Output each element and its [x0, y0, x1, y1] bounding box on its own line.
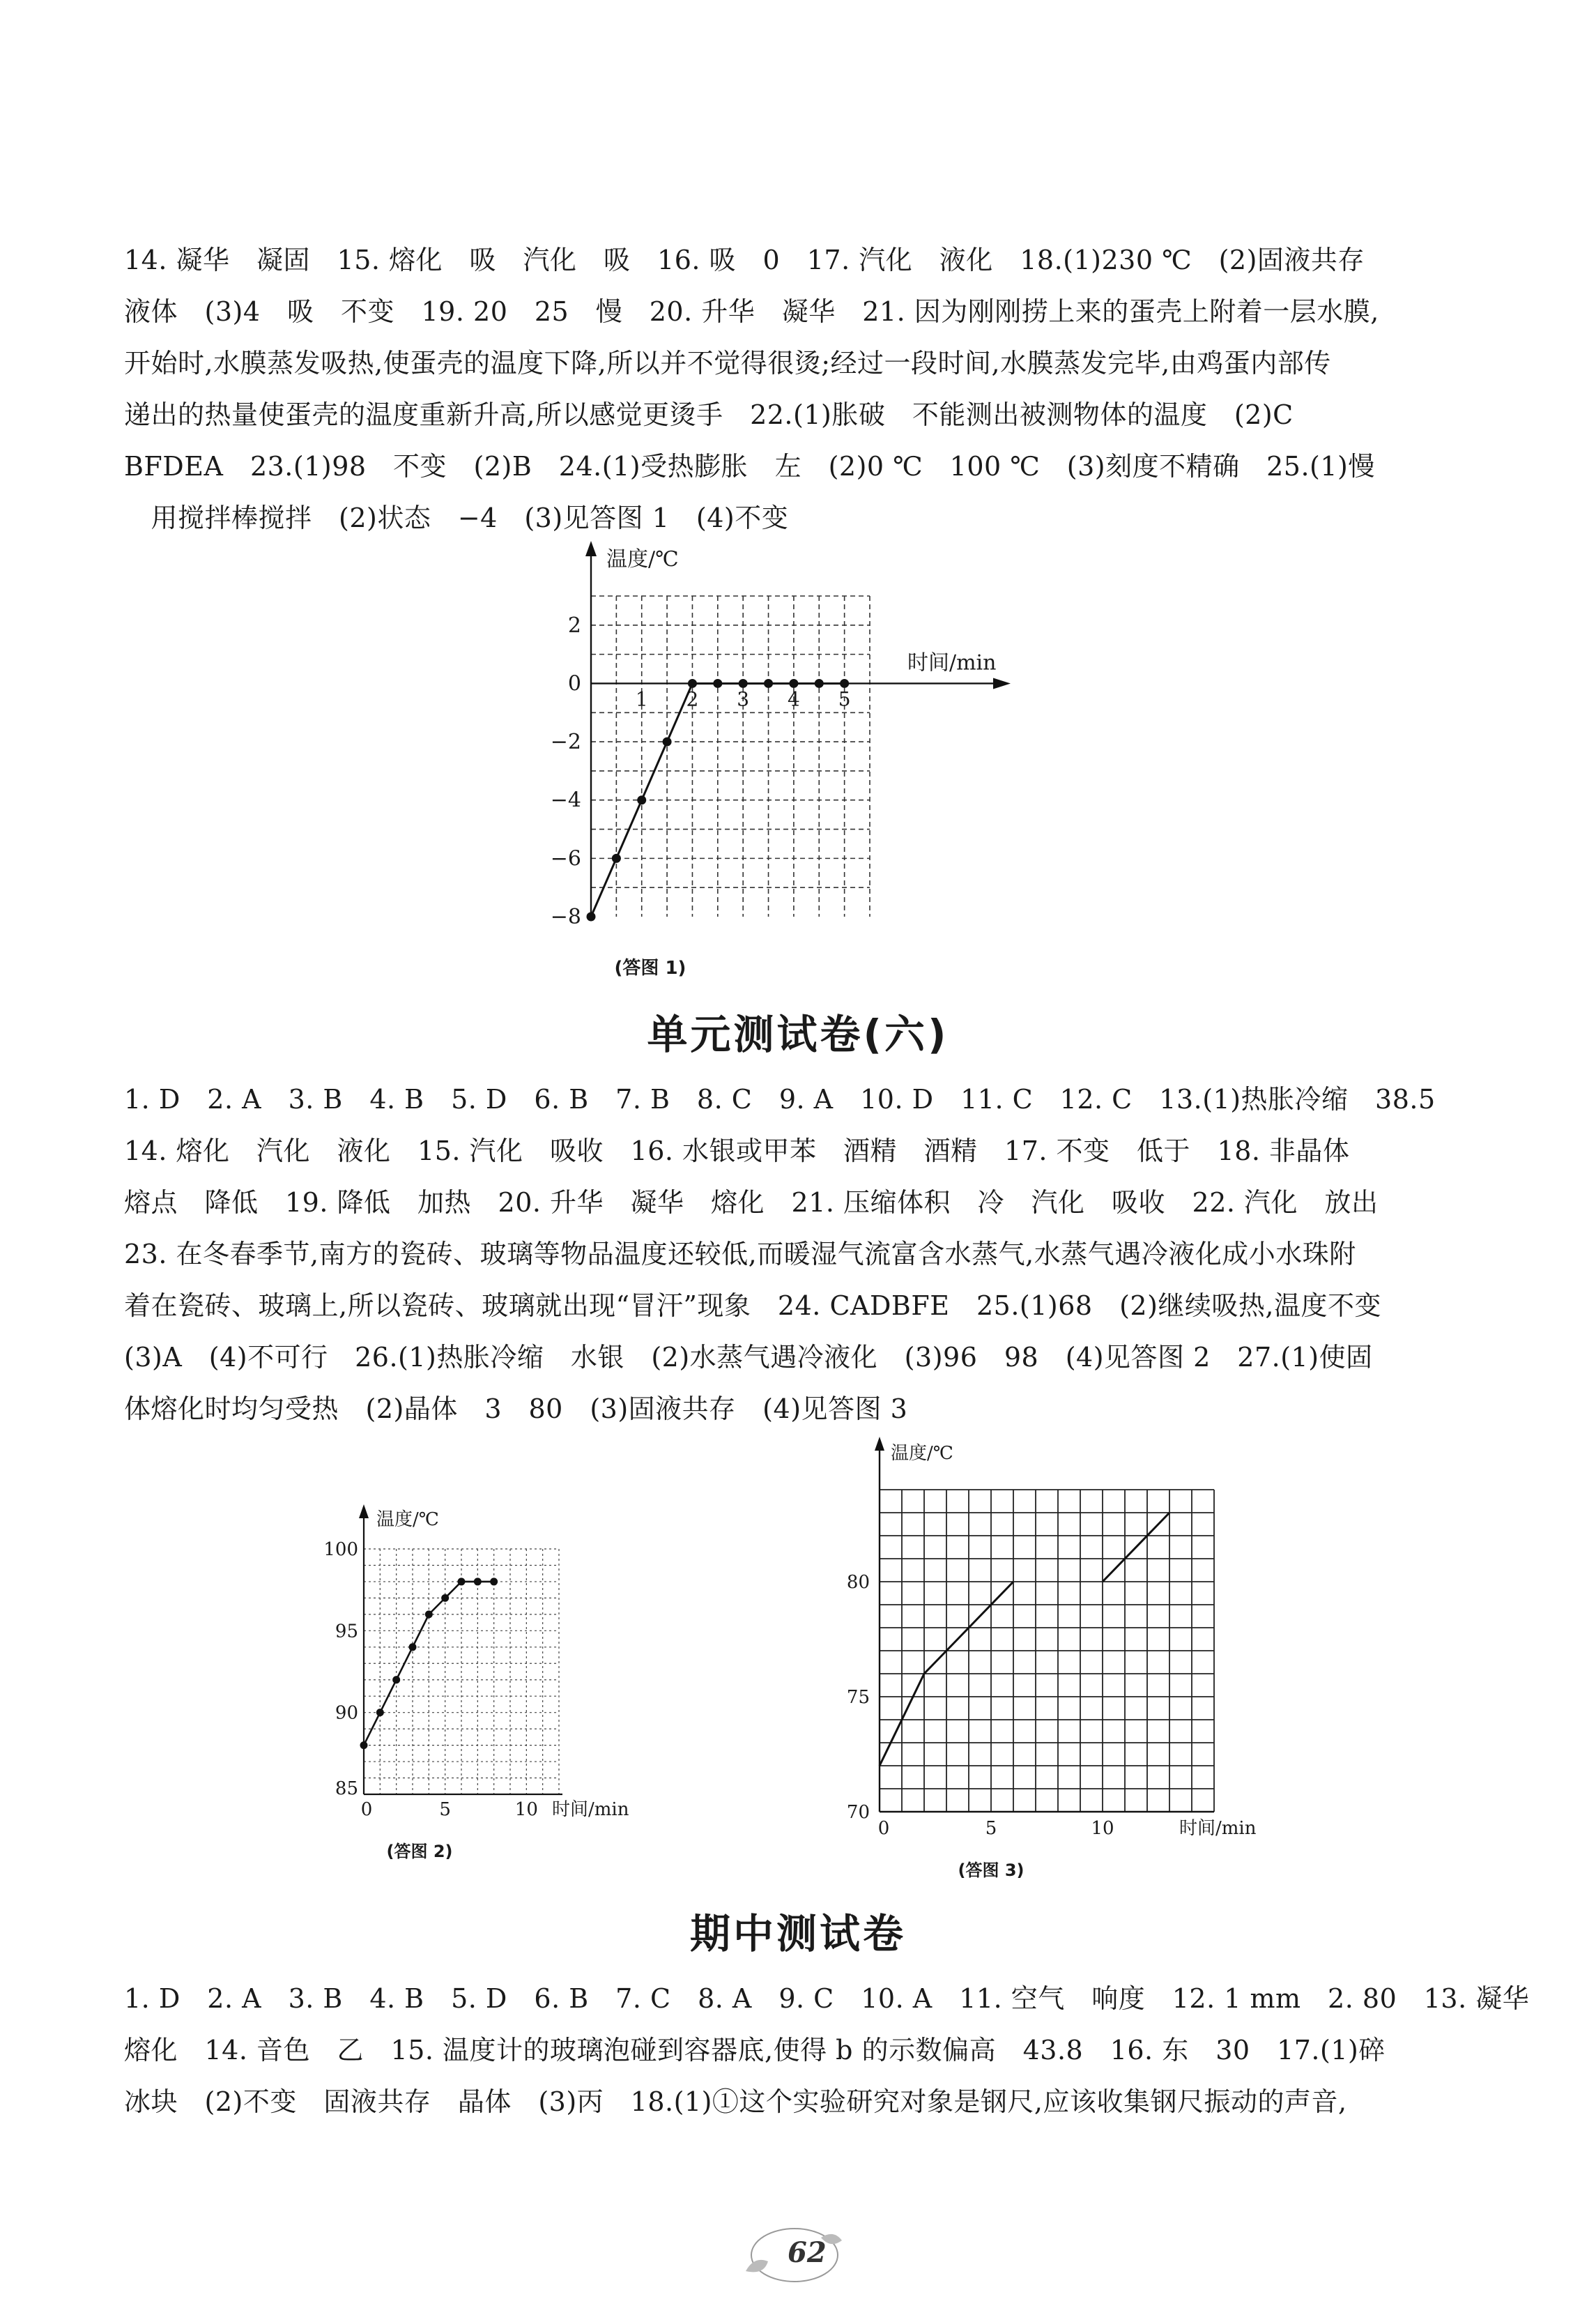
- data-point: [409, 1643, 417, 1651]
- text-line: 用搅拌棒搅拌 (2)状态 −4 (3)见答图 1 (4)不变: [124, 503, 789, 533]
- text-line: 开始时,水膜蒸发吸热,使蛋壳的温度下降,所以并不觉得很烫;经过一段时间,水膜蒸发完毕,由鸡蛋内部传: [124, 348, 1331, 379]
- text-line: 1. D 2. A 3. B 4. B 5. D 6. B 7. C 8. A 9. C 10. A 11. 空气 响度 12. 1 mm 2. 80 13. 凝华: [124, 1983, 1530, 2014]
- data-point: [713, 679, 722, 688]
- text-line: (3)A (4)不可行 26.(1)热胀冷缩 水银 (2)水蒸气遇冷液化 (3)96 98 (4)见答图 2 27.(1)使固: [124, 1342, 1373, 1373]
- text-line: 1. D 2. A 3. B 4. B 5. D 6. B 7. B 8. C 9. A 10. D 11. C 12. C 13.(1)热胀冷缩 38.5: [124, 1084, 1436, 1115]
- x-tick-label: 0: [877, 1818, 890, 1839]
- x-tick-label: 4: [787, 687, 800, 711]
- data-point: [789, 679, 798, 688]
- y-tick-label: 75: [846, 1687, 870, 1708]
- y-tick-label: −6: [550, 846, 581, 871]
- y-tick-label: −8: [550, 905, 581, 929]
- data-point: [815, 679, 824, 688]
- text-line: 递出的热量使蛋壳的温度重新升高,所以感觉更烫手 22.(1)胀破 不能测出被测物体的温度 (2)C: [124, 399, 1294, 430]
- data-point: [587, 912, 596, 922]
- text-line: 体熔化时均匀受热 (2)晶体 3 80 (3)固液共存 (4)见答图 3: [124, 1393, 908, 1424]
- y-axis-label: 温度/℃: [891, 1443, 953, 1464]
- y-tick-label: 85: [335, 1778, 358, 1799]
- x-tick-label: 5: [838, 687, 851, 711]
- data-point: [840, 679, 849, 688]
- figure-caption: (答图 2): [386, 1842, 453, 1861]
- x-tick-label: 2: [686, 687, 699, 711]
- text-line: 23. 在冬春季节,南方的瓷砖、玻璃等物品温度还较低,而暖湿气流富含水蒸气,水蒸气遇冷液化成小水珠附: [124, 1239, 1356, 1269]
- data-point: [441, 1594, 449, 1602]
- answer-block-midterm: [124, 1973, 1530, 2128]
- y-axis-arrow-icon: [359, 1504, 369, 1518]
- x-tick-label: 5: [985, 1818, 997, 1839]
- answer-block-unit6: [124, 1074, 1459, 1435]
- data-point: [425, 1610, 433, 1618]
- x-tick-label: 1: [635, 687, 648, 711]
- y-tick-label: −2: [550, 730, 581, 755]
- x-axis-label: 时间/min: [907, 650, 997, 675]
- x-axis-arrow-icon: [993, 678, 1011, 689]
- data-point: [360, 1741, 368, 1749]
- data-point: [392, 1676, 400, 1683]
- data-point: [764, 679, 773, 688]
- text-line: BFDEA 23.(1)98 不变 (2)B 24.(1)受热膨胀 左 (2)0 ℃ 100 ℃ (3)刻度不精确 25.(1)慢: [124, 451, 1375, 482]
- answer-figure-1-chart: [537, 537, 1038, 983]
- y-axis-arrow-icon: [875, 1437, 884, 1451]
- x-tick-label: 10: [514, 1799, 538, 1820]
- text-line: 冰块 (2)不变 固液共存 晶体 (3)丙 18.(1)①这个实验研究对象是钢尺,应该收集钢尺振动的声音,: [124, 2086, 1347, 2117]
- y-tick-label: 90: [335, 1702, 358, 1724]
- text-line: 液体 (3)4 吸 不变 19. 20 25 慢 20. 升华 凝华 21. 因为刚刚捞上来的蛋壳上附着一层水膜,: [124, 296, 1379, 327]
- data-point: [637, 795, 646, 804]
- section-heading-midterm: 期中测试卷: [689, 1910, 906, 1957]
- x-tick-label: 0: [360, 1799, 373, 1820]
- data-point: [490, 1578, 498, 1585]
- answer-block-unit5: [124, 234, 1459, 544]
- y-axis-arrow-icon: [585, 541, 597, 556]
- section-heading-unit-test-6: 单元测试卷(六): [647, 1011, 949, 1058]
- data-point: [739, 679, 748, 688]
- data-point: [376, 1709, 384, 1716]
- y-tick-label: 70: [846, 1802, 870, 1823]
- y-tick-label: 2: [567, 613, 581, 638]
- x-tick-label: 5: [439, 1799, 451, 1820]
- data-point: [688, 679, 697, 688]
- data-line: [1103, 1513, 1169, 1582]
- y-tick-label: 95: [335, 1621, 358, 1642]
- y-tick-label: −4: [550, 788, 581, 813]
- y-axis-label: 温度/℃: [376, 1509, 439, 1530]
- answer-figure-2-chart: [307, 1499, 669, 1868]
- text-line: 着在瓷砖、玻璃上,所以瓷砖、玻璃就出现“冒汗”现象 24. CADBFE 25.(1)68 (2)继续吸热,温度不变: [124, 1290, 1381, 1321]
- x-axis-label: 时间/min: [1179, 1818, 1257, 1839]
- y-axis-label: 温度/℃: [606, 547, 679, 572]
- text-line: 熔点 降低 19. 降低 加热 20. 升华 凝华 熔化 21. 压缩体积 冷 汽化 吸收 22. 汽化 放出: [124, 1187, 1379, 1218]
- y-tick-label: 100: [323, 1539, 358, 1560]
- page-number-badge: [725, 2217, 864, 2293]
- figure-caption: (答图 3): [958, 1861, 1025, 1880]
- x-tick-label: 10: [1091, 1818, 1114, 1839]
- y-tick-label: 0: [567, 671, 581, 696]
- data-point: [474, 1578, 482, 1585]
- figure-caption: (答图 1): [614, 958, 686, 979]
- page-number: 62: [788, 2236, 827, 2269]
- x-tick-label: 3: [737, 687, 750, 711]
- data-point: [458, 1578, 466, 1585]
- text-line: 14. 凝华 凝固 15. 熔化 吸 汽化 吸 16. 吸 0 17. 汽化 液化 18.(1)230 ℃ (2)固液共存: [124, 245, 1365, 275]
- x-axis-label: 时间/min: [552, 1799, 629, 1820]
- data-point: [612, 854, 621, 863]
- answer-figure-3-chart: [822, 1433, 1257, 1880]
- data-point: [663, 738, 672, 747]
- text-line: 熔化 14. 音色 乙 15. 温度计的玻璃泡碰到容器底,使得 b 的示数偏高 43.8 16. 东 30 17.(1)碎: [124, 2035, 1386, 2065]
- text-line: 14. 熔化 汽化 液化 15. 汽化 吸收 16. 水银或甲苯 酒精 酒精 17. 不变 低于 18. 非晶体: [124, 1136, 1350, 1166]
- y-tick-label: 80: [846, 1572, 870, 1593]
